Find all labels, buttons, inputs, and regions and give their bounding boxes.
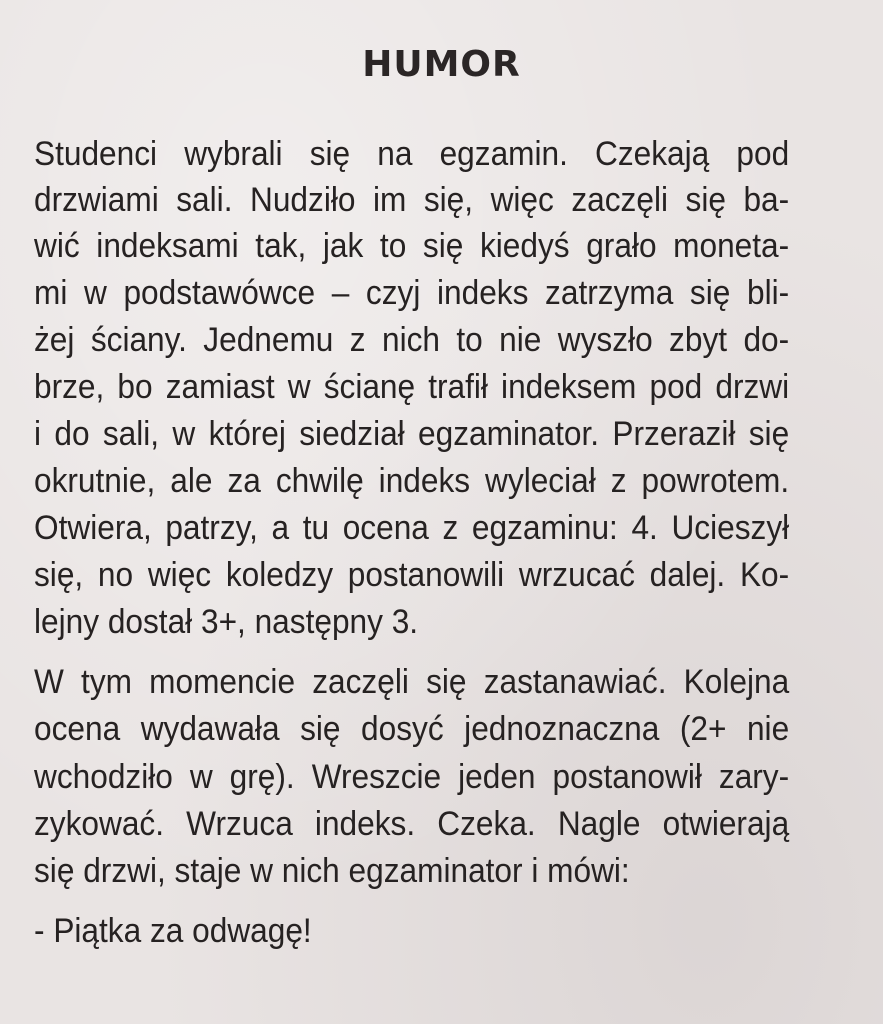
text-line: lejny dostał 3+, następny 3. — [34, 603, 419, 641]
text-line: ocena wydawała się dosyć jednoznaczna (2+ nie — [34, 710, 790, 748]
text-line: Otwiera, patrzy, a tu ocena z egzaminu: 4. Ucieszył — [34, 509, 790, 547]
text-line: wić indeksami tak, jak to się kiedyś grało moneta- — [34, 227, 790, 265]
text-line: W tym momencie zaczęli się zastanawiać. Kolejna — [34, 663, 790, 701]
text-line: brze, bo zamiast w ścianę trafił indeksem pod drzwi — [34, 368, 790, 406]
text-line: drzwiami sali. Nudziło im się, więc zaczęli się ba- — [34, 181, 790, 219]
text-line: mi w podstawówce – czyj indeks zatrzyma się bli- — [34, 274, 790, 312]
text-line: Studenci wybrali się na egzamin. Czekają pod — [34, 135, 790, 173]
text-line: i do sali, w której siedział egzaminator. Przeraził się — [34, 415, 790, 453]
text-line: się drzwi, staje w nich egzaminator i mówi: — [34, 852, 630, 890]
text-line: okrutnie, ale za chwilę indeks wyleciał z powrotem. — [34, 462, 790, 500]
text-line: żej ściany. Jednemu z nich to nie wyszło zbyt do- — [34, 321, 790, 359]
text-line: - Piątka za odwagę! — [34, 912, 312, 950]
text-line: zykować. Wrzuca indeks. Czeka. Nagle otwierają — [34, 805, 790, 843]
text-line: się, no więc koledzy postanowili wrzucać dalej. Ko- — [34, 556, 790, 594]
text-line: wchodziło w grę). Wreszcie jeden postanowił zary- — [34, 758, 790, 796]
article-title: HUMOR — [362, 44, 521, 85]
